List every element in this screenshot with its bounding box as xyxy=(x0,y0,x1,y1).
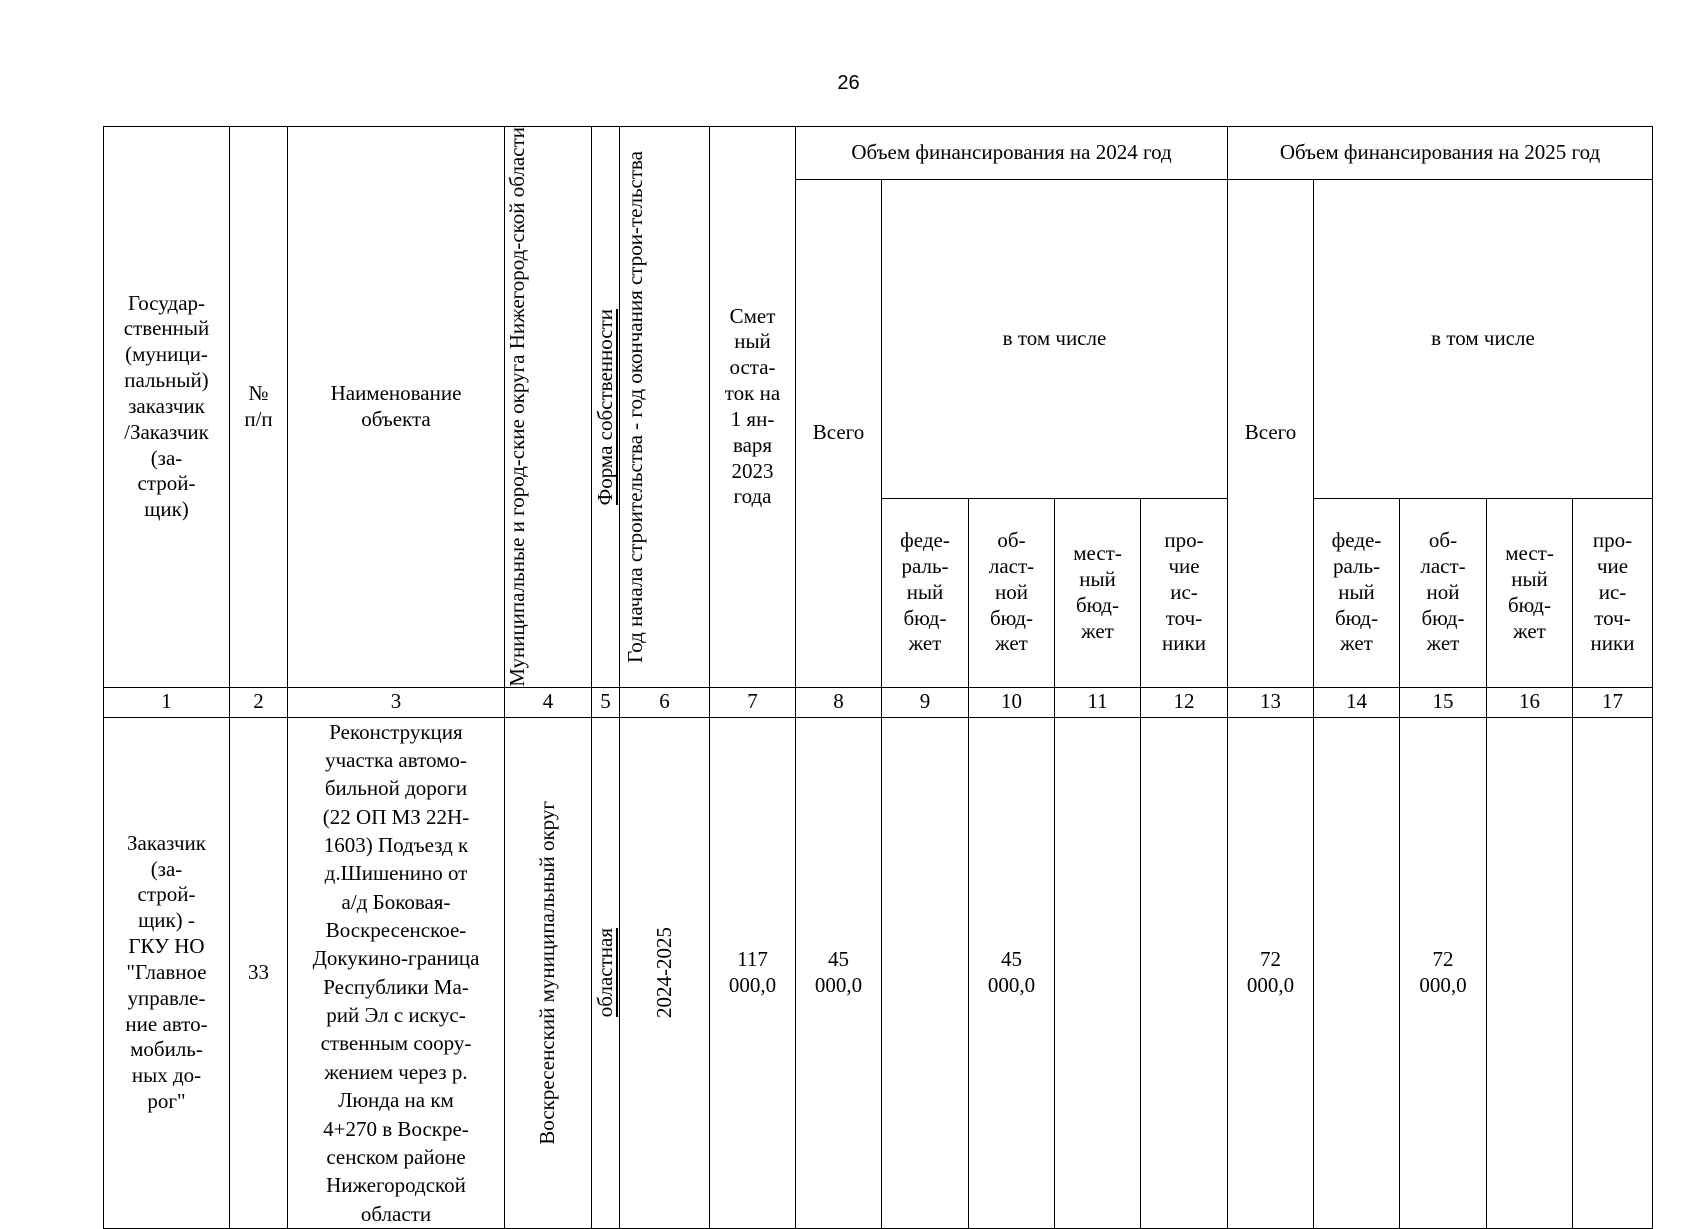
column-number: 11 xyxy=(1055,687,1141,717)
header-row-1 xyxy=(104,127,1653,180)
column-number: 8 xyxy=(796,687,882,717)
table-row xyxy=(104,717,1653,1228)
row-federal-2025 xyxy=(1314,717,1400,1228)
column-number-row xyxy=(104,687,1653,717)
row-total-2024: 45 000,0 xyxy=(796,717,882,1228)
header-years: Год начала строительства - год окончания строи-тельства xyxy=(622,150,647,663)
row-federal-2024 xyxy=(882,717,969,1228)
header-total-2024: Всего xyxy=(796,180,882,688)
header-number: № п/п xyxy=(230,127,288,688)
column-number: 2 xyxy=(230,687,288,717)
row-municipal: Воскресенский муниципальный округ xyxy=(535,800,560,1145)
row-years: 2024-2025 xyxy=(651,927,676,1019)
column-number: 13 xyxy=(1228,687,1314,717)
header-local-2024: мест- ный бюд- жет xyxy=(1055,498,1141,687)
header-total-2025: Всего xyxy=(1228,180,1314,688)
column-number: 10 xyxy=(969,687,1055,717)
column-number: 12 xyxy=(1141,687,1228,717)
header-other-2024: про- чие ис- точ- ники xyxy=(1141,498,1228,687)
column-number: 17 xyxy=(1573,687,1653,717)
header-fin-2024: Объем финансирования на 2024 год xyxy=(796,127,1228,180)
row-municipal-cell xyxy=(505,717,592,1228)
row-years-cell xyxy=(620,717,710,1228)
column-number: 7 xyxy=(710,687,796,717)
row-regional-2024: 45 000,0 xyxy=(969,717,1055,1228)
header-years-cell xyxy=(620,127,710,688)
column-number: 14 xyxy=(1314,687,1400,717)
header-local-2025: мест- ный бюд- жет xyxy=(1487,498,1573,687)
row-estimate: 117 000,0 xyxy=(710,717,796,1228)
row-other-2025 xyxy=(1573,717,1653,1228)
column-number: 4 xyxy=(505,687,592,717)
column-number: 16 xyxy=(1487,687,1573,717)
header-object-name: Наименование объекта xyxy=(288,127,505,688)
header-regional-2025: об- ласт- ной бюд- жет xyxy=(1400,498,1487,687)
page-number: 26 xyxy=(837,72,860,94)
header-customer: Государ- ственный (муници- пальный) заказчик /Заказчик (за- строй- щик) xyxy=(104,127,230,688)
column-number: 9 xyxy=(882,687,969,717)
row-local-2024 xyxy=(1055,717,1141,1228)
column-number: 5 xyxy=(592,687,620,717)
row-object-name: Реконструкция участка автомо- бильной дороги (22 ОП МЗ 22Н- 1603) Подъезд к д.Шишенино от а/д Боковая- Воскресенское- Докукино-граница Республики Ма- рий Эл с искус- ственным соору- жением через р. Люнда на км 4+270 в Воскре- сенском районе Нижегородской области xyxy=(288,717,505,1228)
column-number: 1 xyxy=(104,687,230,717)
header-other-2025: про- чие ис- точ- ники xyxy=(1573,498,1653,687)
header-regional-2024: об- ласт- ной бюд- жет xyxy=(969,498,1055,687)
header-including-2025: в том числе xyxy=(1314,180,1653,499)
header-federal-2024: феде- раль- ный бюд- жет xyxy=(882,498,969,687)
financing-table xyxy=(103,126,1653,1229)
row-customer: Заказчик (за- строй- щик) - ГКУ НО "Главное управле- ние авто- мобиль- ных до- рог" xyxy=(104,717,230,1228)
column-number: 3 xyxy=(288,687,505,717)
header-municipal-cell xyxy=(505,127,592,688)
row-number: 33 xyxy=(230,717,288,1228)
column-number: 15 xyxy=(1400,687,1487,717)
header-municipal: Муниципальные и город-ские округа Нижегород-ской области xyxy=(505,127,529,687)
header-estimate: Смет ный оста- ток на 1 ян- варя 2023 года xyxy=(710,127,796,688)
row-total-2025: 72 000,0 xyxy=(1228,717,1314,1228)
column-number: 6 xyxy=(620,687,710,717)
row-local-2025 xyxy=(1487,717,1573,1228)
row-ownership: областная xyxy=(592,928,617,1018)
header-ownership: Форма собственности xyxy=(592,308,617,506)
header-including-2024: в том числе xyxy=(882,180,1228,499)
header-fin-2025: Объем финансирования на 2025 год xyxy=(1228,127,1653,180)
row-other-2024 xyxy=(1141,717,1228,1228)
header-federal-2025: феде- раль- ный бюд- жет xyxy=(1314,498,1400,687)
header-ownership-cell xyxy=(592,127,620,688)
row-regional-2025: 72 000,0 xyxy=(1400,717,1487,1228)
row-ownership-cell xyxy=(592,717,620,1228)
